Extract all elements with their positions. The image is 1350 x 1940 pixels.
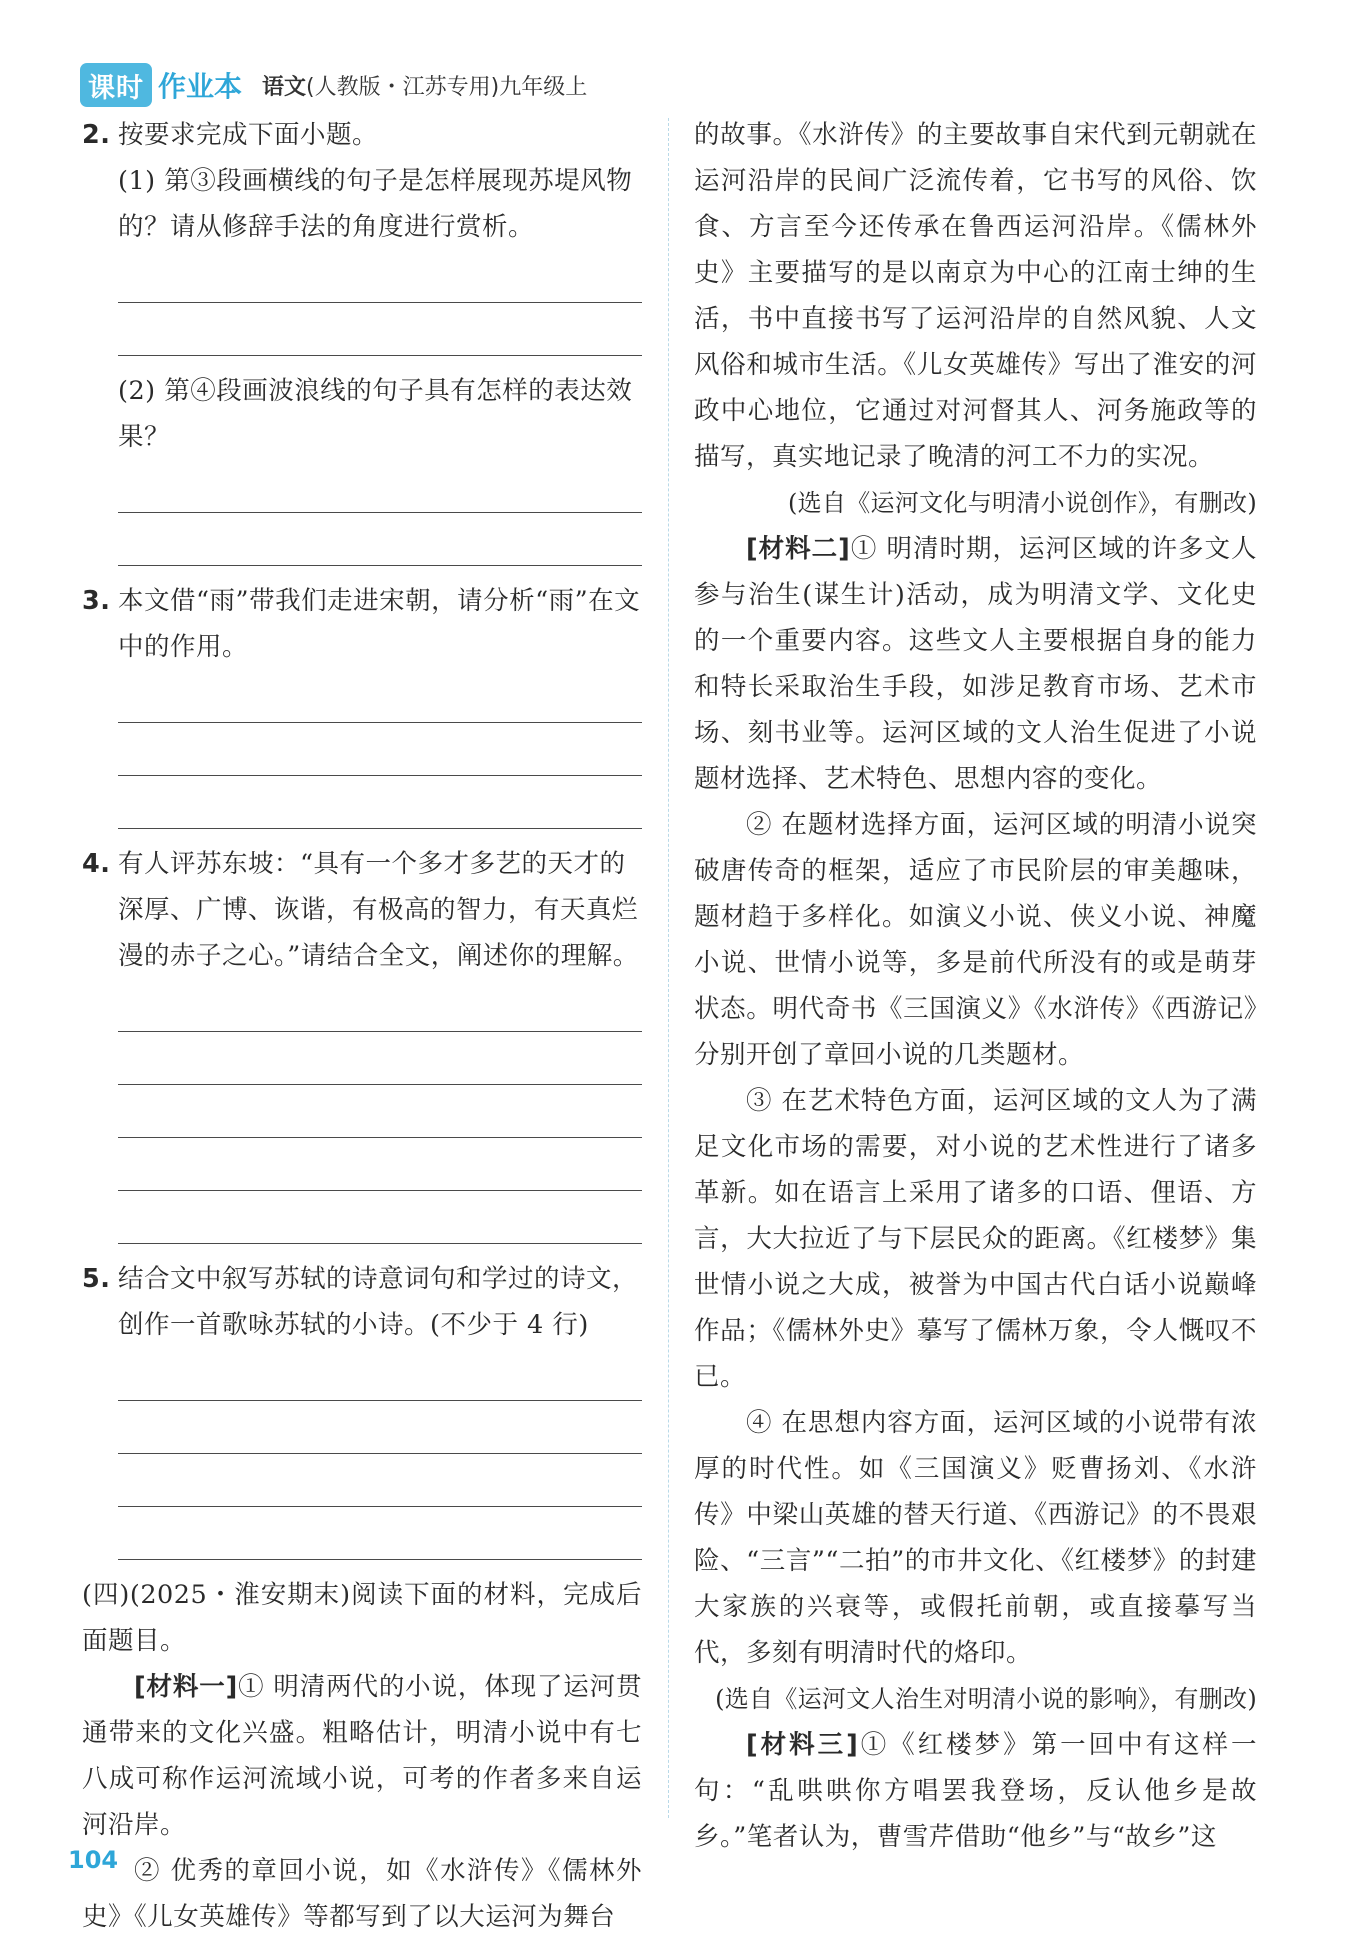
left-column xyxy=(82,112,642,1940)
material-2-para-2: ② 在题材选择方面，运河区域的明清小说突破唐传奇的框架，适应了市民阶层的审美趣味，题材趋于多样化。如演义小说、侠义小说、神魔小说、世情小说等，多是前代所没有的或是萌芽状态。明代奇书《三国演义》《水浒传》《西游记》分别开创了章回小说的几类题材。 xyxy=(694,810,1257,1070)
subject: 语文 xyxy=(262,74,307,100)
material-2-source: (选自《运河文人治生对明清小说的影响》，有删改) xyxy=(715,1685,1257,1713)
answer-line[interactable] xyxy=(118,1032,642,1085)
material-3-para-1 xyxy=(694,1722,1257,1860)
answer-line[interactable] xyxy=(118,513,642,566)
material-2-para-3: ③ 在艺术特色方面，运河区域的文人为了满足文化市场的需要，对小说的艺术性进行了诸多革新。如在语言上采用了诸多的口语、俚语、方言，大大拉近了与下层民众的距离。《红楼梦》集世情小说之大成，被誉为中国古代白话小说巅峰作品；《儒林外史》摹写了儒林万象，令人慨叹不已。 xyxy=(694,1086,1257,1392)
sub-question-2: (2) 第④段画波浪线的句子具有怎样的表达效果？ xyxy=(118,376,633,452)
question-4 xyxy=(82,841,642,979)
answer-line[interactable] xyxy=(118,979,642,1032)
page-number: 104 xyxy=(68,1846,119,1874)
question-number: 2. xyxy=(82,120,111,150)
answer-line[interactable] xyxy=(118,670,642,723)
material-2-para-4: ④ 在思想内容方面，运河区域的小说带有浓厚的时代性。如《三国演义》贬曹扬刘、《水浒传》中梁山英雄的替天行道、《西游记》的不畏艰险、“三言”“二拍”的市井文化、《红楼梦》的封建大家族的兴衰等，或假托前朝，或直接摹写当代，多刻有明清时代的烙印。 xyxy=(694,1408,1257,1668)
page-header xyxy=(80,62,587,108)
answer-line[interactable] xyxy=(118,1191,642,1244)
question-3 xyxy=(82,578,642,670)
material-2-para-1 xyxy=(694,526,1257,802)
section-4-heading: (四)(2025・淮安期末)阅读下面的材料，完成后面题目。 xyxy=(82,1580,642,1656)
material-2-para-1-text: ① 明清时期，运河区域的许多文人参与治生(谋生计)活动，成为明清文学、文化史的一个重要内容。这些文人主要根据自身的能力和特长采取治生手段，如涉足教育市场、艺术市场、刻书业等。运河区域的文人治生促进了小说题材选择、艺术特色、思想内容的变化。 xyxy=(694,534,1257,794)
question-stem: 结合文中叙写苏轼的诗意词句和学过的诗文，创作一首歌咏苏轼的小诗。(不少于 4 行) xyxy=(118,1264,639,1340)
column-divider xyxy=(668,118,669,1818)
material-3-para-1-text: ①《红楼梦》第一回中有这样一句：“乱哄哄你方唱罢我登场，反认他乡是故乡。”笔者认为，曹雪芹借助“他乡”与“故乡”这 xyxy=(694,1730,1257,1852)
right-column xyxy=(694,112,1257,1860)
answer-line[interactable] xyxy=(118,1507,642,1560)
question-number: 4. xyxy=(82,849,111,879)
book-info xyxy=(262,70,587,101)
material-1-para-2: ② 优秀的章回小说，如《水浒传》《儒林外史》《儿女英雄传》等都写到了以大运河为舞台 xyxy=(82,1856,642,1932)
sub-question-1: (1) 第③段画横线的句子是怎样展现苏堤风物的？请从修辞手法的角度进行赏析。 xyxy=(118,166,633,242)
material-1-para-1-text: ① 明清两代的小说，体现了运河贯通带来的文化兴盛。粗略估计，明清小说中有七八成可称作运河流域小说，可考的作者多来自运河沿岸。 xyxy=(82,1672,643,1840)
answer-line[interactable] xyxy=(118,1401,642,1454)
question-stem: 按要求完成下面小题。 xyxy=(118,120,379,150)
answer-line[interactable] xyxy=(118,776,642,829)
answer-line[interactable] xyxy=(118,1454,642,1507)
logo-text: 作业本 xyxy=(158,70,243,103)
answer-line[interactable] xyxy=(118,1085,642,1138)
question-stem: 本文借“雨”带我们走进宋朝，请分析“雨”在文中的作用。 xyxy=(118,586,641,662)
material-1-source: (选自《运河文化与明清小说创作》，有删改) xyxy=(787,489,1257,517)
edition: (人教版・江苏专用)九年级上 xyxy=(306,74,588,100)
question-5 xyxy=(82,1256,642,1348)
material-2-label: [材料二] xyxy=(746,534,851,564)
material-1-continuation: 的故事。《水浒传》的主要故事自宋代到元朝就在运河沿岸的民间广泛流传着，它书写的风俗、饮食、方言至今还传承在鲁西运河沿岸。《儒林外史》主要描写的是以南京为中心的江南士绅的生活，书中直接书写了运河沿岸的自然风貌、人文风俗和城市生活。《儿女英雄传》写出了淮安的河政中心地位，它通过对河督其人、河务施政等的描写，真实地记录了晚清的河工不力的实况。 xyxy=(694,120,1257,472)
logo-badge: 课时 xyxy=(80,63,152,107)
question-2 xyxy=(82,112,642,158)
question-number: 5. xyxy=(82,1264,111,1294)
answer-line[interactable] xyxy=(118,1138,642,1191)
material-1-para-1 xyxy=(82,1664,642,1848)
answer-line[interactable] xyxy=(118,723,642,776)
answer-line[interactable] xyxy=(118,460,642,513)
answer-line[interactable] xyxy=(118,1348,642,1401)
material-1-label: [材料一] xyxy=(134,1672,238,1702)
question-stem: 有人评苏东坡：“具有一个多才多艺的天才的深厚、广博、诙谐，有极高的智力，有天真烂漫的赤子之心。”请结合全文，阐述你的理解。 xyxy=(118,849,639,971)
answer-line[interactable] xyxy=(118,303,642,356)
question-number: 3. xyxy=(82,586,111,616)
material-3-label: [材料三] xyxy=(746,1730,859,1760)
answer-line[interactable] xyxy=(118,250,642,303)
